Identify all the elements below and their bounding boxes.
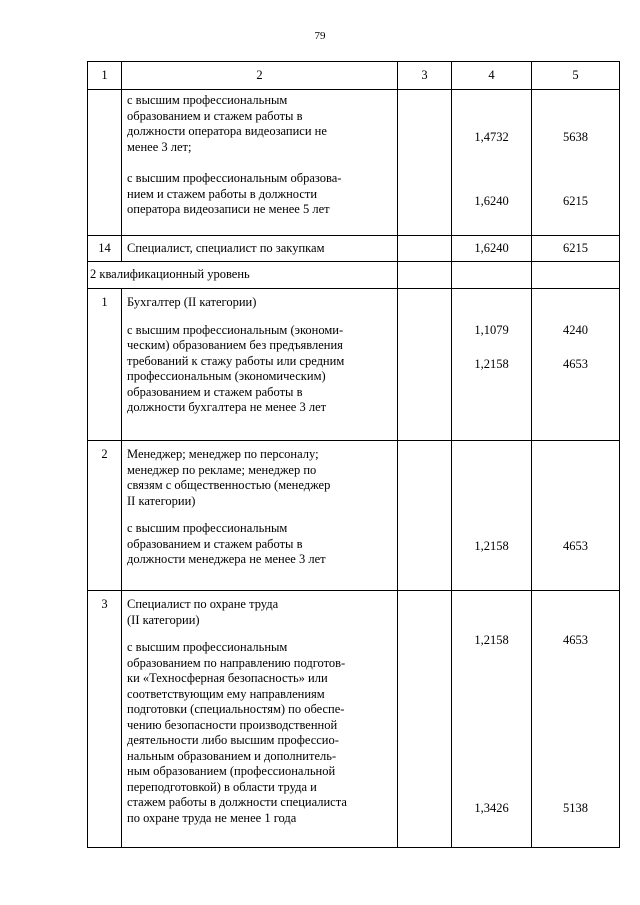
row-a-coef-2: 1,6240 bbox=[474, 193, 509, 208]
row-2-num: 2 bbox=[88, 441, 122, 591]
row-1-description: Бухгалтер (II категории) с высшим профессиональным (экономи- ческим) образованием без предъявления требований к стажу работы или средним профессиональным (экономическим) образованием и стажем работы в должности бухгалтера не менее 3 лет bbox=[122, 289, 398, 441]
row-1-salary-1: 4240 bbox=[563, 323, 588, 337]
header-col-3: 3 bbox=[398, 62, 452, 90]
table-row bbox=[88, 236, 620, 262]
row-14-text: Специалист, специалист по закупкам bbox=[122, 236, 398, 262]
table-row bbox=[88, 90, 620, 236]
row-a-salary-1: 5638 bbox=[563, 130, 588, 144]
row-1-salary-2: 4653 bbox=[563, 356, 588, 371]
table-header-row bbox=[88, 62, 620, 90]
table-row bbox=[88, 591, 620, 848]
header-col-4: 4 bbox=[452, 62, 532, 90]
table-row bbox=[88, 289, 620, 441]
row-a-salary-2: 6215 bbox=[563, 193, 588, 208]
row-3-salary-2: 5138 bbox=[563, 800, 588, 815]
header-col-5: 5 bbox=[532, 62, 620, 90]
row-a-description: с высшим профессиональным образованием и стажем работы в должности оператора видеозаписи не менее 3 лет; с высшим профессиональным образова- нием и стажем работы в должности оператора видеозаписи не менее 5 лет bbox=[122, 90, 398, 236]
page-number: 79 bbox=[314, 30, 326, 42]
row-3-coef-2: 1,3426 bbox=[474, 800, 509, 815]
row-1-num: 1 bbox=[88, 289, 122, 441]
header-col-2: 2 bbox=[122, 62, 398, 90]
row-3-num: 3 bbox=[88, 591, 122, 848]
row-3-salary-1: 4653 bbox=[563, 633, 588, 647]
row-3-coef-1: 1,2158 bbox=[474, 633, 509, 647]
row-3-description: Специалист по охране труда (II категории) с высшим профессиональным образованием по направлению подготов- ки «Техносферная безопасность» или соответствующим ему направлениям подготовки (специальностям) по обеспе- чению безопасности производственной деятельности либо высшим профессио- нальным образованием и дополнитель- ным образованием (профессиональной переподготовкой) в области труда и стажем работы в должности специалиста по охране труда не менее 1 года bbox=[122, 591, 398, 848]
row-2-description: Менеджер; менеджер по персоналу; менеджер по рекламе; менеджер по связям с общественностью (менеджер II категории) с высшим профессиональным образованием и стажем работы в должности менеджера не менее 3 лет bbox=[122, 441, 398, 591]
qualification-level-heading: 2 квалификационный уровень bbox=[88, 262, 398, 289]
row-2-coef: 1,2158 bbox=[474, 539, 509, 553]
salary-table bbox=[87, 61, 620, 848]
row-1-title: Бухгалтер (II категории) bbox=[127, 295, 257, 309]
row-1-coef-2: 1,2158 bbox=[474, 356, 509, 371]
row-2-salary: 4653 bbox=[563, 539, 588, 553]
row-14-salary: 6215 bbox=[532, 236, 620, 262]
table-row bbox=[88, 262, 620, 289]
row-14-coef: 1,6240 bbox=[452, 236, 532, 262]
row-1-coef-1: 1,1079 bbox=[474, 323, 509, 337]
row-a-coef-1: 1,4732 bbox=[474, 130, 509, 144]
header-col-1: 1 bbox=[88, 62, 122, 90]
table-row bbox=[88, 441, 620, 591]
row-14-num: 14 bbox=[88, 236, 122, 262]
